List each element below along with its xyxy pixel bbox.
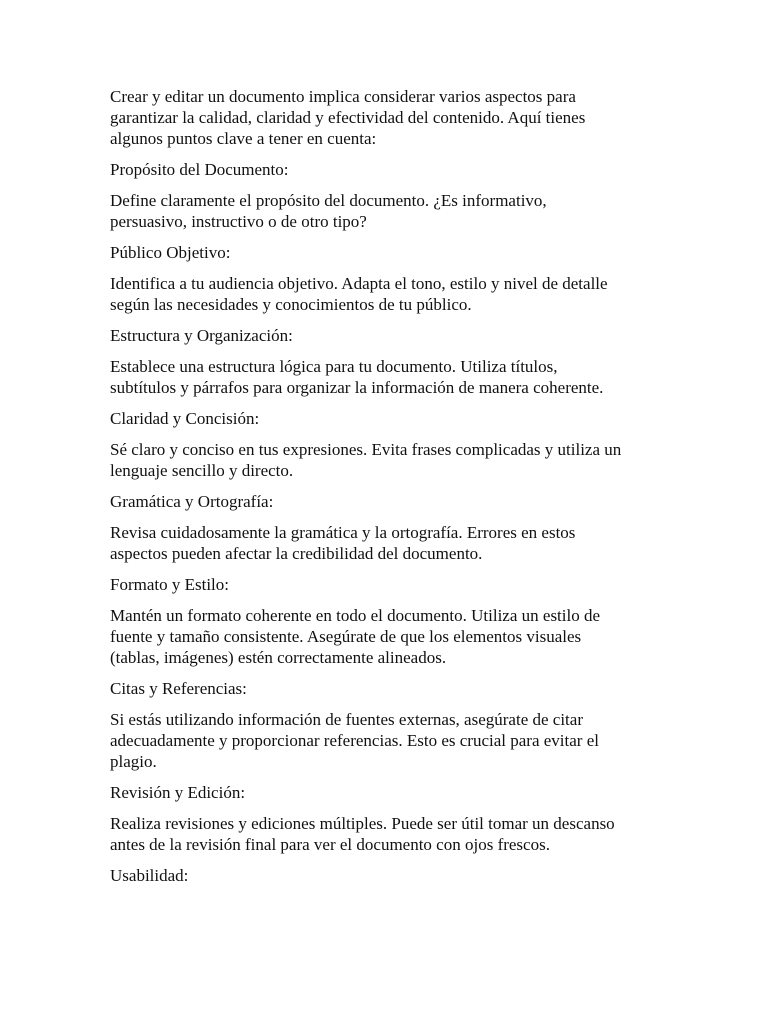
section-heading-usabilidad: Usabilidad: [110,866,189,885]
section-heading-proposito: Propósito del Documento: [110,160,289,179]
section-body-gramatica: Revisa cuidadosamente la gramática y la ortografía. Errores en estos aspectos pueden afectar la credibilidad del documento. [110,523,576,563]
section-body-publico: Identifica a tu audiencia objetivo. Adapta el tono, estilo y nivel de detalle según las necesidades y conocimientos de tu público. [110,274,608,314]
section-heading-citas: Citas y Referencias: [110,679,247,698]
document-page [110,86,670,896]
section-body-citas: Si estás utilizando información de fuentes externas, asegúrate de citar adecuadamente y proporcionar referencias. Esto es crucial para evitar el plagio. [110,710,599,771]
section-heading-formato: Formato y Estilo: [110,575,229,594]
section-body-claridad: Sé claro y conciso en tus expresiones. Evita frases complicadas y utiliza un lenguaje sencillo y directo. [110,440,622,480]
section-body-formato: Mantén un formato coherente en todo el documento. Utiliza un estilo de fuente y tamaño consistente. Asegúrate de que los elementos visuales (tablas, imágenes) estén correctamente alineados. [110,606,601,667]
section-heading-publico: Público Objetivo: [110,243,231,262]
section-heading-gramatica: Gramática y Ortografía: [110,492,274,511]
section-heading-claridad: Claridad y Concisión: [110,409,260,428]
section-body-proposito: Define claramente el propósito del documento. ¿Es informativo, persuasivo, instructivo o de otro tipo? [110,191,547,231]
section-body-estructura: Establece una estructura lógica para tu documento. Utiliza títulos, subtítulos y párrafos para organizar la información de manera coherente. [110,357,604,397]
section-heading-estructura: Estructura y Organización: [110,326,293,345]
section-heading-revision: Revisión y Edición: [110,783,246,802]
section-body-revision: Realiza revisiones y ediciones múltiples. Puede ser útil tomar un descanso antes de la revisión final para ver el documento con ojos frescos. [110,814,615,854]
intro-paragraph: Crear y editar un documento implica considerar varios aspectos para garantizar la calidad, claridad y efectividad del contenido. Aquí tienes algunos puntos clave a tener en cuenta: [110,87,586,148]
